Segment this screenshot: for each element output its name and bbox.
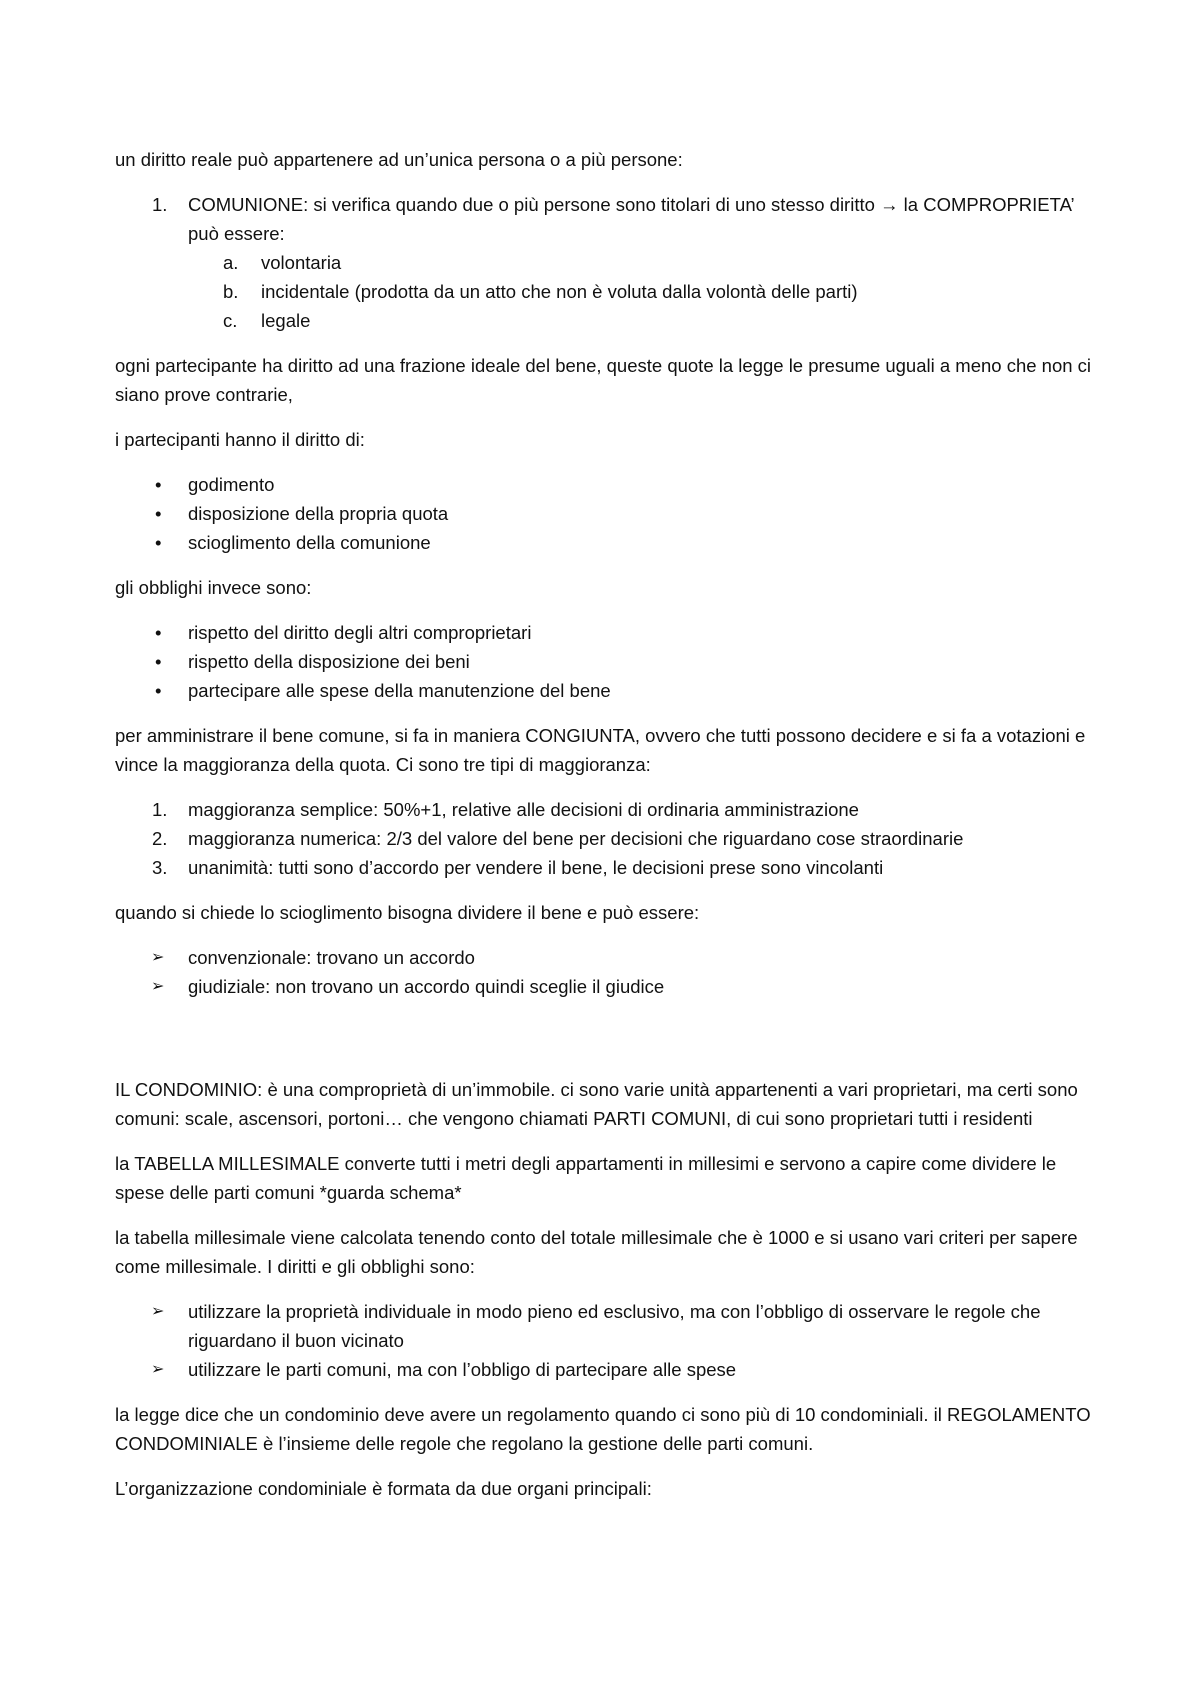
list-marker: c. <box>223 310 238 331</box>
list-item-text: COMUNIONE: si verifica quando due o più persone sono titolari di uno stesso diritto → la COMPROPRIETA’ può essere: <box>188 194 1074 244</box>
list-item-text: giudiziale: non trovano un accordo quindi sceglie il giudice <box>188 976 665 997</box>
bullet-icon: • <box>155 503 162 524</box>
list-item <box>115 647 1095 676</box>
calcolo-paragraph: la tabella millesimale viene calcolata tenendo conto del totale millesimale che è 1000 e si usano vari criteri per sapere come millesimale. I diritti e gli obblighi sono: <box>115 1227 1078 1277</box>
scioglimento-intro-paragraph: quando si chiede lo scioglimento bisogna dividere il bene e può essere: <box>115 902 700 923</box>
list-marker: b. <box>223 281 239 302</box>
arrow-bullet-icon: ➢ <box>151 949 165 966</box>
list-marker: 3. <box>152 857 168 878</box>
diritti-list <box>115 470 1095 557</box>
obblighi-intro-paragraph: gli obblighi invece sono: <box>115 577 312 598</box>
list-item <box>115 943 1095 972</box>
list-item <box>115 795 1095 824</box>
comproprieta-types-list <box>115 248 1095 335</box>
quote-paragraph: ogni partecipante ha diritto ad una frazione ideale del bene, queste quote la legge le presume uguali a meno che non ci siano prove contrarie, <box>115 355 1092 405</box>
list-marker: 1. <box>152 799 168 820</box>
list-item <box>115 277 1095 306</box>
arrow-bullet-icon: ➢ <box>151 1303 165 1320</box>
list-item <box>115 190 1095 248</box>
scioglimento-list <box>115 943 1095 1001</box>
bullet-icon: • <box>155 532 162 553</box>
list-item <box>115 528 1095 557</box>
list-item-text: rispetto del diritto degli altri comproprietari <box>188 622 532 643</box>
section-spacer <box>115 1017 1095 1075</box>
bullet-icon: • <box>155 651 162 672</box>
regolamento-paragraph: la legge dice che un condominio deve avere un regolamento quando ci sono più di 10 condominiali. il REGOLAMENTO CONDOMINIALE è l’insieme delle regole che regolano la gestione delle parti comuni. <box>115 1404 1091 1454</box>
amministrare-paragraph: per amministrare il bene comune, si fa in maniera CONGIUNTA, ovvero che tutti possono decidere e si fa a votazioni e vince la maggioranza della quota. Ci sono tre tipi di maggioranza: <box>115 725 1086 775</box>
bullet-icon: • <box>155 622 162 643</box>
list-item-text: godimento <box>188 474 275 495</box>
list-item-text: partecipare alle spese della manutenzione del bene <box>188 680 611 701</box>
arrow-bullet-icon: ➢ <box>151 978 165 995</box>
list-item <box>115 972 1095 1001</box>
arrow-bullet-icon: ➢ <box>151 1361 165 1378</box>
list-item-text: rispetto della disposizione dei beni <box>188 651 470 672</box>
list-item <box>115 499 1095 528</box>
diritti-intro-paragraph: i partecipanti hanno il diritto di: <box>115 429 365 450</box>
list-item-text: unanimità: tutti sono d’accordo per vendere il bene, le decisioni prese sono vincolanti <box>188 857 884 878</box>
bullet-icon: • <box>155 474 162 495</box>
condominio-diritti-list <box>115 1297 1095 1384</box>
list-item <box>115 248 1095 277</box>
bullet-icon: • <box>155 680 162 701</box>
document-page <box>115 145 1095 1519</box>
list-item-text: incidentale (prodotta da un atto che non è voluta dalla volontà delle parti) <box>261 281 858 302</box>
list-marker: 2. <box>152 828 168 849</box>
list-item-text: maggioranza numerica: 2/3 del valore del bene per decisioni che riguardano cose straordinarie <box>188 828 964 849</box>
list-item-text: maggioranza semplice: 50%+1, relative alle decisioni di ordinaria amministrazione <box>188 799 859 820</box>
list-item-text: disposizione della propria quota <box>188 503 449 524</box>
list-item-text: utilizzare la proprietà individuale in modo pieno ed esclusivo, ma con l’obbligo di osservare le regole che riguardano il buon vicinato <box>188 1301 1041 1351</box>
list-item <box>115 676 1095 705</box>
list-marker: a. <box>223 252 239 273</box>
intro-paragraph: un diritto reale può appartenere ad un’unica persona o a più persone: <box>115 149 683 170</box>
list-item-text: scioglimento della comunione <box>188 532 431 553</box>
list-item <box>115 1355 1095 1384</box>
list-item <box>115 1297 1095 1355</box>
list-item-text: volontaria <box>261 252 342 273</box>
organizzazione-paragraph: L’organizzazione condominiale è formata da due organi principali: <box>115 1478 652 1499</box>
comunione-list <box>115 190 1095 248</box>
tabella-paragraph: la TABELLA MILLESIMALE converte tutti i metri degli appartamenti in millesimi e servono a capire come dividere le spese delle parti comuni *guarda schema* <box>115 1153 1057 1203</box>
list-item <box>115 824 1095 853</box>
list-marker: 1. <box>152 194 168 215</box>
obblighi-list <box>115 618 1095 705</box>
list-item <box>115 853 1095 882</box>
condominio-paragraph: IL CONDOMINIO: è una comproprietà di un’immobile. ci sono varie unità appartenenti a vari proprietari, ma certi sono comuni: scale, ascensori, portoni… che vengono chiamati PARTI COMUNI, di cui sono proprietari tutti i residenti <box>115 1079 1078 1129</box>
list-item <box>115 470 1095 499</box>
list-item <box>115 306 1095 335</box>
list-item-text: legale <box>261 310 311 331</box>
list-item-text: utilizzare le parti comuni, ma con l’obbligo di partecipare alle spese <box>188 1359 737 1380</box>
list-item <box>115 618 1095 647</box>
list-item-text: convenzionale: trovano un accordo <box>188 947 475 968</box>
maggioranze-list <box>115 795 1095 882</box>
